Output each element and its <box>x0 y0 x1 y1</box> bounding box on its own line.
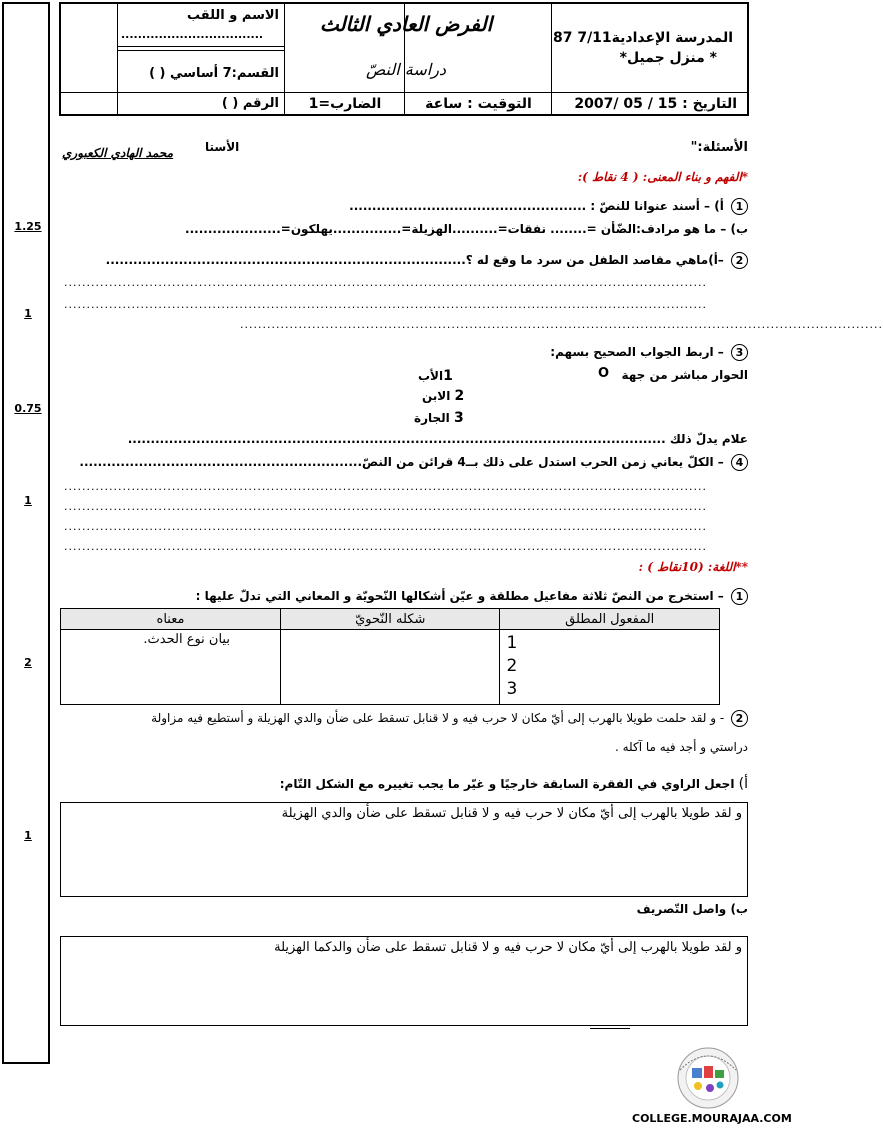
question-number-3: 3 <box>731 344 748 361</box>
absolute-object-table <box>60 608 720 705</box>
row-number: 1 <box>506 633 518 653</box>
option-number: 3 <box>453 410 464 426</box>
option-son[interactable] <box>422 388 464 404</box>
school-logo-icon <box>668 1046 748 1110</box>
row-number: 2 <box>506 656 518 676</box>
column-header-object: المفعول المطلق <box>500 609 720 630</box>
exam-coefficient: الضارب=1 <box>308 96 382 112</box>
column-header-meaning: معناه <box>61 609 281 630</box>
score-1: 1.25 <box>14 220 42 233</box>
question-2a-label: أ) <box>738 776 748 792</box>
answer-line[interactable]: ............................................................................................................................................... <box>64 276 708 289</box>
answer-line[interactable]: ............................................................................................................................................... <box>64 540 708 553</box>
connector-bullet[interactable]: O <box>598 366 610 381</box>
exam-title: الفرض العادي الثالث <box>319 12 493 36</box>
questions-label: الأسئلة:" <box>690 140 748 155</box>
student-name-field[interactable]: .................................. <box>121 28 264 41</box>
question-3-text: – اربط الجواب الصحيح بسهم: <box>550 345 724 359</box>
table-row <box>61 630 720 705</box>
option-number: 2 <box>454 388 465 404</box>
score-margin-column <box>2 2 50 1064</box>
option-father[interactable] <box>418 368 453 384</box>
question-3 <box>550 344 748 361</box>
question-number-2: 2 <box>731 710 748 727</box>
exam-header <box>59 2 749 116</box>
answer-box-2-text: و لقد طويلا بالهرب إلى أيّ مكان لا حرب فيه و لا قنابل تسقط على ضأن والدكما الهزيلة <box>274 940 742 955</box>
question-4 <box>79 454 748 471</box>
table-header-row <box>61 609 720 630</box>
teacher-label: الأستا <box>205 140 240 154</box>
question-1a-text[interactable]: أ) – أسند عنوانا للنصّ : .................................................... <box>349 199 724 213</box>
score-4: 1 <box>24 494 32 507</box>
footer-website[interactable]: COLLEGE.MOURAJAA.COM <box>632 1112 792 1125</box>
language-section-title: **اللغة: (10نقاط ) : <box>638 560 748 574</box>
option-neighbor[interactable] <box>414 410 464 426</box>
school-town: * منزل جميل* <box>619 50 717 66</box>
question-2a <box>280 776 748 792</box>
answer-box-1-text: و لقد طويلا بالهرب إلى أيّ مكان لا حرب فيه و لا قنابل تسقط على ضأن والدي الهزيلة <box>281 806 742 821</box>
column-header-form: شكله النّحويّ <box>280 609 499 630</box>
question-2a-text: اجعل الراوي في الفقرة السابقة خارجيًا و غيّر ما يجب تغييره مع الشكل التّام: <box>279 777 735 791</box>
row-number: 3 <box>506 679 518 699</box>
object-cell[interactable] <box>500 630 720 705</box>
exam-duration: التوقيت : ساعة <box>425 96 532 112</box>
question-number-2: 2 <box>731 252 748 269</box>
comprehension-section-title: *الفهم و بناء المعنى: ( 4 نقاط ): <box>577 170 748 184</box>
exam-date: التاريخ : 15 / 05 /2007 <box>574 96 737 112</box>
question-3-evidence[interactable]: علام يدلّ ذلك ...................................................................................................................... <box>127 432 748 446</box>
teacher-name: محمد الهادي الكعبوري <box>62 146 174 160</box>
dialogue-statement: الحوار مباشر من جهة <box>621 368 748 382</box>
language-question-2-line1: - و لقد حلمت طويلا بالهرب إلى أيّ مكان لا حرب فيه و لا قنابل تسقط على ضأن والدي الهزيلة و أستطيع فيه مزاولة <box>151 711 725 725</box>
answer-line[interactable]: ............................................................................................................................................... <box>64 500 708 513</box>
answer-line[interactable]: ............................................................................................................................................... <box>64 520 708 533</box>
option-label: الابن <box>422 389 451 403</box>
language-question-1 <box>196 588 748 605</box>
class-label: القسم:7 أساسي ( ) <box>149 66 279 81</box>
score-6: 1 <box>24 829 32 842</box>
score-2: 1 <box>24 307 32 320</box>
student-name-label: الاسم و اللقب <box>186 8 279 23</box>
option-label: الأب <box>418 369 444 383</box>
answer-line[interactable]: ............................................................................................................................................... <box>64 480 708 493</box>
school-name: المدرسة الإعدادية7/11 87 <box>552 30 733 46</box>
question-2 <box>106 252 748 269</box>
form-cell[interactable] <box>280 630 499 705</box>
question-1b[interactable]: ب) – ما هو مرادف:الضّأن =........ نفقات=..........الهزيلة=...............يهلكون=..................... <box>185 222 748 236</box>
language-question-1-text: – استخرج من النصّ ثلاثة مفاعيل مطلقة و عيّن أشكالها النّحويّة و المعاني التي تدلّ عليها : <box>195 589 724 603</box>
score-5: 2 <box>24 656 32 669</box>
exam-subject: دراسة النصّ <box>365 60 447 79</box>
question-1a <box>349 198 748 215</box>
question-number-1: 1 <box>731 588 748 605</box>
question-4-text[interactable]: – الكلّ يعاني زمن الحرب استدل على ذلك بــ4 قرائن من النصّ.............................................................. <box>79 455 724 469</box>
question-2-text[interactable]: –أ)ماهي مقاصد الطفل من سرد ما وقع له ؟............................................................................... <box>105 253 724 267</box>
language-question-2-line2: دراستي و أجد فيه ما آكله . <box>614 740 748 754</box>
number-label: الرقم ( ) <box>221 96 279 111</box>
question-number-1: 1 <box>731 198 748 215</box>
score-3: 0.75 <box>14 402 42 415</box>
language-question-2 <box>151 710 748 727</box>
question-number-4: 4 <box>731 454 748 471</box>
answer-line[interactable]: ............................................................................................................................................... <box>240 318 883 331</box>
answer-line[interactable]: ............................................................................................................................................... <box>64 298 708 311</box>
example-meaning: بيان نوع الحدث. <box>143 632 230 647</box>
option-label: الجارة <box>414 411 450 425</box>
meaning-cell[interactable] <box>61 630 281 705</box>
question-2b: ب) واصل التّصريف <box>636 902 748 916</box>
option-number: 1 <box>443 368 453 384</box>
